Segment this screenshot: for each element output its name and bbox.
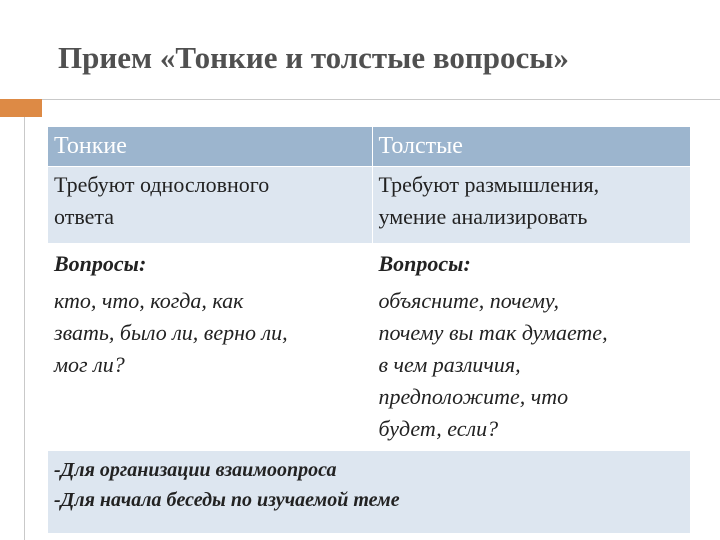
question-line: мог ли? [54,352,125,377]
column-header-thin: Тонкие [48,127,372,167]
question-line: почему вы так думаете, [378,320,608,345]
question-line: в чем различия, [378,352,521,377]
description-thin [48,167,372,244]
slide-title: Прием «Тонкие и толстые вопросы» [58,40,569,75]
question-line: предположите, что [378,384,569,409]
table-row-description [48,167,690,244]
table-row-questions [48,285,690,451]
purpose-cell [48,451,690,534]
questions-thick [372,285,690,451]
accent-square [0,99,42,117]
description-line: умение анализировать [378,204,588,229]
left-vertical-rule [24,117,25,540]
question-line: будет, если? [378,416,499,441]
description-thick [372,167,690,244]
questions-label-thick: Вопросы: [372,244,690,285]
table-row-purpose [48,451,690,534]
description-line: Требуют однословного [54,172,270,197]
question-line: звать, было ли, верно ли, [54,320,288,345]
title-divider [42,99,720,100]
description-line: Требуют размышления, [378,172,600,197]
question-line: объясните, почему, [378,288,560,313]
table-header-row [48,127,690,167]
question-line: кто, что, когда, как [54,288,244,313]
questions-table [48,127,691,534]
questions-thin [48,285,372,451]
purpose-line: -Для начала беседы по изучаемой теме [54,489,400,511]
table-row-questions-label [48,244,690,285]
description-line: ответа [54,204,114,229]
column-header-thick: Толстые [372,127,690,167]
questions-label-thin: Вопросы: [48,244,372,285]
purpose-line: -Для организации взаимоопроса [54,459,337,481]
